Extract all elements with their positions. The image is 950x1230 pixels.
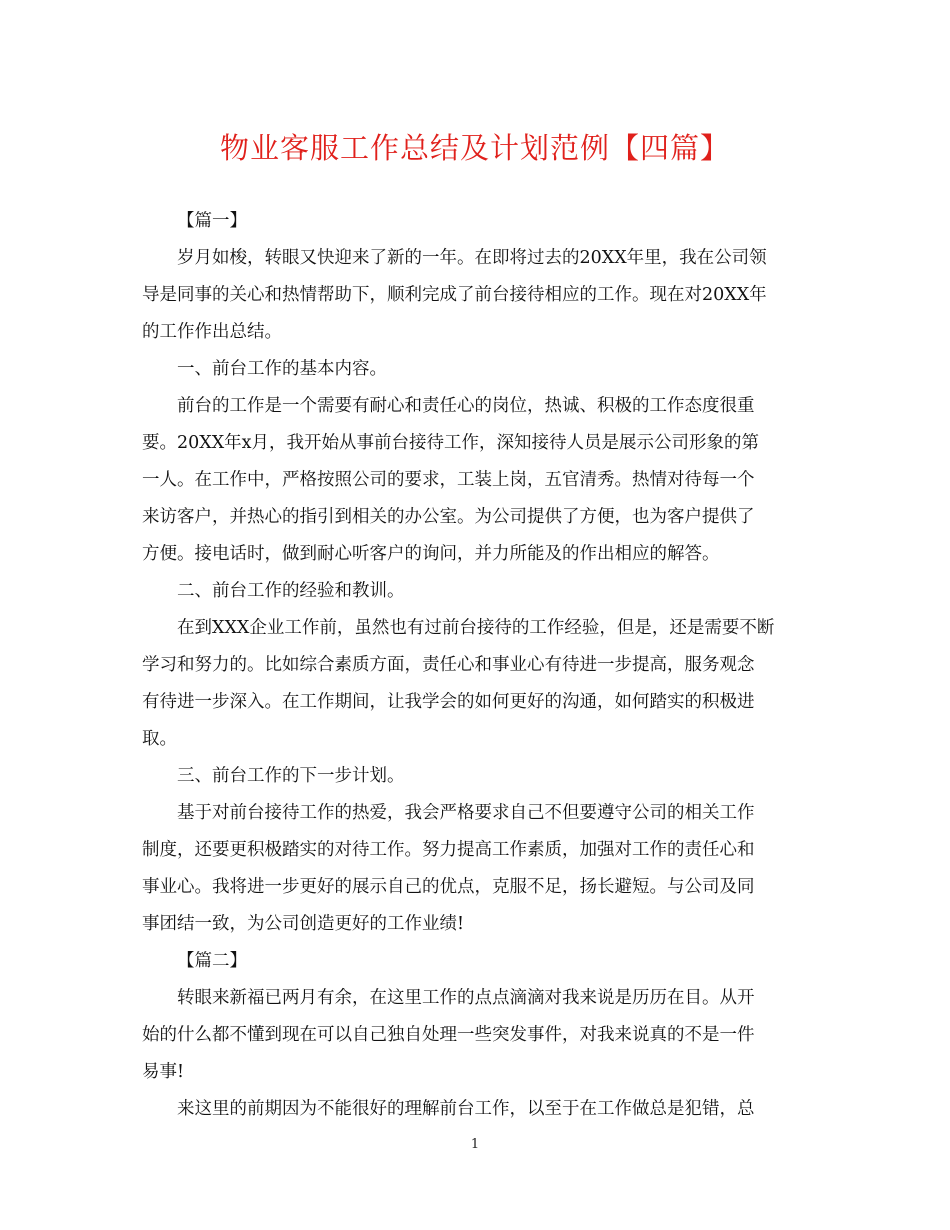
paragraph-line: 来这里的前期因为不能很好的理解前台工作，以至于在工作做总是犯错，总 (177, 1099, 755, 1119)
section-heading: 【篇一】 (177, 211, 247, 231)
paragraph-line: 导是同事的关心和热情帮助下，顺利完成了前台接待相应的工作。现在对20XX年 (142, 285, 767, 305)
subheading: 一、前台工作的基本内容。 (177, 359, 387, 379)
paragraph-line: 要。20XX年x月，我开始从事前台接待工作，深知接待人员是展示公司形象的第 (142, 433, 760, 453)
paragraph-line: 前台的工作是一个需要有耐心和责任心的岗位，热诚、积极的工作态度很重 (177, 396, 755, 416)
paragraph-line: 的工作作出总结。 (142, 322, 282, 342)
paragraph-line: 在到XXX企业工作前，虽然也有过前台接待的工作经验，但是，还是需要不断 (177, 618, 775, 638)
paragraph-line: 事业心。我将进一步更好的展示自己的优点，克服不足，扬长避短。与公司及同 (142, 877, 755, 897)
page-number: 1 (470, 1137, 480, 1152)
document-body (142, 203, 810, 1128)
paragraph-line: 事团结一致，为公司创造更好的工作业绩! (142, 914, 465, 934)
paragraph-line: 转眼来新福已两月有余，在这里工作的点点滴滴对我来说是历历在目。从开 (177, 988, 755, 1008)
paragraph-line: 学习和努力的。比如综合素质方面，责任心和事业心有待进一步提高，服务观念 (142, 655, 755, 675)
paragraph-line: 取。 (142, 729, 177, 749)
paragraph-line: 岁月如梭，转眼又快迎来了新的一年。在即将过去的20XX年里，我在公司领 (177, 248, 767, 268)
paragraph-line: 基于对前台接待工作的热爱，我会严格要求自己不但要遵守公司的相关工作 (177, 803, 755, 823)
document-title: 物业客服工作总结及计划范例【四篇】 (219, 131, 730, 165)
paragraph-line: 始的什么都不懂到现在可以自己独自处理一些突发事件，对我来说真的不是一件 (142, 1025, 755, 1045)
subheading: 三、前台工作的下一步计划。 (177, 766, 405, 786)
paragraph-line: 易事! (142, 1062, 185, 1082)
paragraph-line: 制度，还要更积极踏实的对待工作。努力提高工作素质，加强对工作的责任心和 (142, 840, 755, 860)
section-heading: 【篇二】 (177, 951, 247, 971)
paragraph-line: 方便。接电话时，做到耐心听客户的询问，并力所能及的作出相应的解答。 (142, 544, 720, 564)
subheading: 二、前台工作的经验和教训。 (177, 581, 405, 601)
paragraph-line: 一人。在工作中，严格按照公司的要求，工装上岗，五官清秀。热情对待每一个 (142, 470, 755, 490)
paragraph-line: 有待进一步深入。在工作期间，让我学会的如何更好的沟通，如何踏实的积极进 (142, 692, 755, 712)
paragraph-line: 来访客户，并热心的指引到相关的办公室。为公司提供了方便，也为客户提供了 (142, 507, 755, 527)
